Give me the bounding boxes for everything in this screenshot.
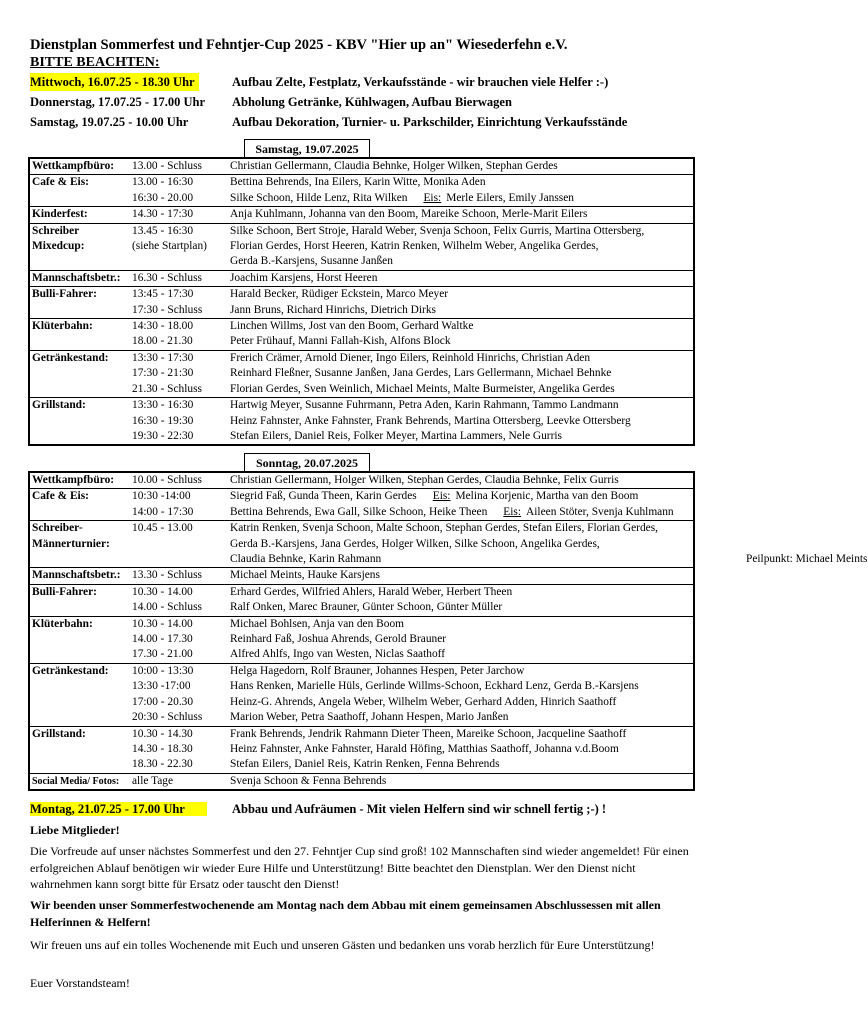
time-cell <box>130 254 228 270</box>
schedule-row <box>29 616 694 632</box>
helper-names: Stefan Eilers, Daniel Reis, Katrin Renken, Fenna Behrends <box>230 758 500 771</box>
time-cell: 10.30 - 14.30 <box>130 726 228 742</box>
schedule-row <box>29 382 694 398</box>
helper-names: Katrin Renken, Svenja Schoon, Malte Schoon, Stephan Gerdes, Stefan Eilers, Florian Gerdes, <box>230 522 659 535</box>
area-cell <box>29 710 130 726</box>
eis-names: Melina Korjenic, Martha van den Boom <box>455 490 639 503</box>
extra-note: Peilpunkt: Michael Meints <box>746 553 868 566</box>
eis-names: Merle Eilers, Emily Janssen <box>446 191 574 204</box>
helper-names: Stefan Eilers, Daniel Reis, Folker Meyer, Martina Lammers, Nele Gurris <box>230 429 562 442</box>
names-cell <box>228 568 694 584</box>
area-cell <box>29 742 130 757</box>
names-cell <box>228 695 694 710</box>
helper-names: Anja Kuhlmann, Johanna van den Boom, Mareike Schoon, Merle-Marit Eilers <box>230 208 588 221</box>
saturday-header: Samstag, 19.07.2025 <box>244 139 370 158</box>
names-cell <box>228 382 694 398</box>
sunday-schedule-table <box>28 471 868 791</box>
area-cell: Klüterbahn: <box>29 616 130 632</box>
names-cell <box>228 319 694 335</box>
names-cell <box>228 537 694 552</box>
time-cell: 18.00 - 21.30 <box>132 335 193 348</box>
paragraph-thanks: Wir freuen uns auf ein tolles Wochenende mit Euch und unseren Gästen und bedanken uns vorab herzlich für Eure Unterstützung! <box>30 938 655 952</box>
schedule-row <box>29 552 694 568</box>
schedule-row <box>29 647 694 663</box>
area-cell: Bulli-Fahrer: <box>29 287 130 303</box>
schedule-row <box>29 695 694 710</box>
helper-names: Florian Gerdes, Horst Heeren, Katrin Renken, Wilhelm Weber, Angelika Gerdes, <box>230 240 599 253</box>
schedule-row <box>29 207 694 223</box>
names-cell <box>228 414 694 429</box>
time-cell: alle Tage <box>130 773 228 790</box>
names-cell <box>228 726 694 742</box>
time-cell: 13.00 - Schluss <box>132 160 202 172</box>
names-cell <box>228 757 694 773</box>
helper-names: Claudia Behnke, Karin Rahmann <box>230 553 382 566</box>
schedule-row <box>29 584 694 600</box>
schedule-row <box>29 270 694 286</box>
helper-names: Frerich Crämer, Arnold Diener, Ingo Eilers, Reinhold Hinrichs, Christian Aden <box>230 351 591 364</box>
names-cell <box>228 287 694 303</box>
names-cell <box>228 207 694 223</box>
time-cell: 14.30 - 17:30 <box>130 207 228 223</box>
setup-task: Aufbau Dekoration, Turnier- u. Parkschilder, Einrichtung Verkaufsstände <box>232 115 628 129</box>
names-cell <box>228 505 694 521</box>
schedule-row <box>29 472 694 489</box>
time-cell: 17:30 - 21:30 <box>132 367 194 380</box>
time-cell <box>130 552 228 568</box>
schedule-row <box>29 679 694 694</box>
area-cell <box>29 600 130 616</box>
helper-names: Peter Frühauf, Manni Fallah-Kish, Alfons Block <box>230 335 451 348</box>
area-cell: Klüterbahn: <box>29 319 130 335</box>
helper-names: Silke Schoon, Hilde Lenz, Rita Wilken <box>230 191 408 204</box>
time-cell: 13:30 - 16:30 <box>130 398 228 414</box>
schedule-row <box>29 742 694 757</box>
area-cell <box>29 552 130 568</box>
helper-names: Marion Weber, Petra Saathoff, Johann Hespen, Mario Janßen <box>230 711 509 724</box>
schedule-row <box>29 429 694 445</box>
area-cell: Getränkestand: <box>29 663 130 679</box>
names-cell <box>228 600 694 616</box>
area-cell <box>29 695 130 710</box>
area-cell: Cafe & Eis: <box>29 175 130 191</box>
helper-names: Linchen Willms, Jost van den Boom, Gerhard Waltke <box>230 320 474 333</box>
area-cell: Männerturnier: <box>32 537 110 550</box>
names-cell <box>228 521 694 537</box>
area-cell <box>29 382 130 398</box>
area-cell: Schreiber <box>29 223 130 239</box>
area-cell <box>29 414 130 429</box>
helper-names: Christian Gellermann, Claudia Behnke, Holger Wilken, Stephan Gerdes <box>230 160 558 172</box>
setup-line-3 <box>30 113 628 131</box>
area-cell: Bulli-Fahrer: <box>29 584 130 600</box>
saturday-schedule-table <box>28 157 695 446</box>
time-cell: 10.00 - Schluss <box>132 474 202 486</box>
names-cell <box>228 632 694 647</box>
names-cell <box>228 489 694 505</box>
helper-names: Harald Becker, Rüdiger Eckstein, Marco Meyer <box>230 288 449 301</box>
schedule-row <box>29 398 694 414</box>
eis-label: Eis: <box>423 191 442 204</box>
setup-task: Aufbau Zelte, Festplatz, Verkaufsstände - wir brauchen viele Helfer :-) <box>232 75 609 89</box>
names-cell <box>228 472 694 489</box>
area-cell: Mannschaftsbetr.: <box>29 270 130 286</box>
schedule-row <box>29 319 694 335</box>
helper-names: Bettina Behrends, Ewa Gall, Silke Schoon, Heike Theen <box>230 505 488 518</box>
helper-names: Siegrid Faß, Gunda Theen, Karin Gerdes <box>230 490 417 503</box>
helper-names: Heinz Fahnster, Anke Fahnster, Harald Höfing, Matthias Saathoff, Johanna v.d.Boom <box>230 742 619 755</box>
names-cell <box>228 175 694 191</box>
schedule-row <box>29 414 694 429</box>
area-cell: Grillstand: <box>29 726 130 742</box>
names-cell <box>228 398 694 414</box>
schedule-row <box>29 710 694 726</box>
schedule-row <box>29 505 694 521</box>
area-cell: Cafe & Eis: <box>29 489 130 505</box>
schedule-row <box>29 239 694 254</box>
names-cell <box>228 742 694 757</box>
schedule-row <box>29 158 694 175</box>
schedule-row <box>29 223 694 239</box>
helper-names: Svenja Schoon & Fenna Behrends <box>230 774 387 787</box>
paragraph-intro: Die Vorfreude auf unser nächstes Sommerfest und den 27. Fehntjer Cup sind groß! 102 Mannschaften sind wieder angemeldet! Für einen erfolgreichen Ablauf benötigen wir wieder Eure Hilfe und Unterstützung! Bitte beachtet den Dienstplan. Wer den Dienst nicht wahrnehmen kann sorgt bitte für Ersatz oder tauscht den Dienst! <box>30 844 689 891</box>
schedule-row <box>29 287 694 303</box>
time-cell: 14.30 - 18.30 <box>132 742 193 755</box>
names-cell <box>228 254 694 270</box>
names-cell <box>228 366 694 381</box>
helper-names: Michael Bohlsen, Anja van den Boom <box>230 617 404 630</box>
area-cell <box>29 191 130 207</box>
setup-line-2 <box>30 93 512 111</box>
time-cell: 16.30 - Schluss <box>130 270 228 286</box>
schedule-row <box>29 757 694 773</box>
helper-names: Heinz-G. Ahrends, Angela Weber, Wilhelm Weber, Gerhard Adden, Hinrich Saathoff <box>230 695 617 708</box>
teardown-date: Montag, 21.07.25 - 17.00 Uhr <box>30 802 207 816</box>
eis-label: Eis: <box>432 490 451 503</box>
time-cell: 13:30 - 17:30 <box>130 350 228 366</box>
time-cell: 13.30 - Schluss <box>130 568 228 584</box>
area-cell: Mixedcup: <box>32 240 85 253</box>
schedule-row <box>29 350 694 366</box>
names-cell <box>228 239 694 254</box>
helper-names: Alfred Ahlfs, Ingo van Westen, Niclas Saathoff <box>230 648 446 661</box>
helper-names: Helga Hagedorn, Rolf Brauner, Johannes Hespen, Peter Jarchow <box>230 664 525 677</box>
helper-names: Gerda B.-Karsjens, Susanne Janßen <box>230 255 393 268</box>
area-cell: Mannschaftsbetr.: <box>29 568 130 584</box>
time-cell: 14.00 - Schluss <box>132 601 202 614</box>
names-cell <box>228 270 694 286</box>
schedule-row <box>29 366 694 381</box>
area-cell: Getränkestand: <box>29 350 130 366</box>
names-cell <box>228 429 694 445</box>
helper-names: Ralf Onken, Marec Brauner, Günter Schoon, Günter Müller <box>230 601 503 614</box>
time-cell: 14:30 - 18.00 <box>130 319 228 335</box>
schedule-row <box>29 191 694 207</box>
time-cell: 13:45 - 17:30 <box>130 287 228 303</box>
area-cell <box>29 254 130 270</box>
time-cell: 19:30 - 22:30 <box>132 429 194 442</box>
names-cell <box>228 552 868 568</box>
schedule-row <box>29 537 694 552</box>
helper-names: Gerda B.-Karsjens, Jana Gerdes, Holger Wilken, Silke Schoon, Angelika Gerdes, <box>230 537 600 550</box>
helper-names: Heinz Fahnster, Anke Fahnster, Frank Behrends, Martina Ottersberg, Leevke Ottersberg <box>230 414 631 427</box>
notice-heading: BITTE BEACHTEN: <box>30 55 160 70</box>
eis-names: Aileen Stöter, Svenja Kuhlmann <box>526 505 674 518</box>
schedule-row <box>29 600 694 616</box>
area-cell <box>29 632 130 647</box>
setup-date: Samstag, 19.07.25 - 10.00 Uhr <box>30 115 189 129</box>
names-cell <box>228 647 694 663</box>
greeting: Liebe Mitglieder! <box>30 823 120 837</box>
names-cell <box>228 158 694 175</box>
names-cell <box>228 191 694 207</box>
area-cell <box>29 429 130 445</box>
time-cell: 10.30 - 14.00 <box>130 584 228 600</box>
time-cell: 13.45 - 16:30 <box>130 223 228 239</box>
helper-names: Florian Gerdes, Sven Weinlich, Michael Meints, Malte Burmeister, Angelika Gerdes <box>230 382 615 395</box>
names-cell <box>228 334 694 350</box>
signature: Euer Vorstandsteam! <box>30 976 130 990</box>
names-cell <box>228 679 694 694</box>
helper-names: Reinhard Faß, Joshua Ahrends, Gerold Brauner <box>230 633 447 646</box>
area-cell: Kinderfest: <box>29 207 130 223</box>
time-cell: 16:30 - 20.00 <box>132 191 194 204</box>
setup-line-1 <box>30 73 609 91</box>
area-cell <box>29 757 130 773</box>
time-cell: 18.30 - 22.30 <box>132 758 193 771</box>
teardown-task: Abbau und Aufräumen - Mit vielen Helfern sind wir schnell fertig ;-) ! <box>232 802 607 816</box>
schedule-row <box>29 568 694 584</box>
time-cell: 13.00 - 16:30 <box>130 175 228 191</box>
helper-names: Bettina Behrends, Ina Eilers, Karin Witte, Monika Aden <box>230 176 486 189</box>
schedule-row <box>29 663 694 679</box>
time-cell: 14.00 - 17.30 <box>132 633 193 646</box>
paragraph-closing-dinner: Wir beenden unser Sommerfestwochenende am Montag nach dem Abbau mit einem gemeinsamen Abschlussessen mit allen Helferinnen & Helfern! <box>30 898 661 929</box>
names-cell <box>228 223 694 239</box>
helper-names: Erhard Gerdes, Wilfried Ahlers, Harald Weber, Herbert Theen <box>230 585 513 598</box>
area-cell: Social Media/ Fotos: <box>29 773 130 790</box>
schedule-row <box>29 254 694 270</box>
area-cell <box>29 505 130 521</box>
area-cell <box>29 366 130 381</box>
time-cell <box>130 537 228 552</box>
schedule-row <box>29 489 694 505</box>
schedule-row <box>29 175 694 191</box>
names-cell <box>228 616 694 632</box>
helper-names: Joachim Karsjens, Horst Heeren <box>230 271 378 284</box>
area-cell <box>29 303 130 319</box>
time-cell: 10.45 - 13.00 <box>130 521 228 537</box>
area-cell: Wettkampfbüro: <box>32 474 115 486</box>
helper-names: Frank Behrends, Jendrik Rahmann Dieter Theen, Mareike Schoon, Jacqueline Saathoff <box>230 727 627 740</box>
schedule-row <box>29 334 694 350</box>
setup-date: Donnerstag, 17.07.25 - 17.00 Uhr <box>30 95 205 109</box>
area-cell <box>29 679 130 694</box>
teardown-line <box>30 800 607 818</box>
helper-names: Jann Bruns, Richard Hinrichs, Dietrich Dirks <box>230 303 436 316</box>
names-cell <box>228 584 694 600</box>
time-cell: 16:30 - 19:30 <box>132 414 194 427</box>
setup-date: Mittwoch, 16.07.25 - 18.30 Uhr <box>30 73 199 91</box>
area-cell: Wettkampfbüro: <box>32 160 115 172</box>
area-cell: Schreiber- <box>29 521 130 537</box>
time-cell: 20:30 - Schluss <box>132 711 203 724</box>
time-cell: (siehe Startplan) <box>132 240 207 253</box>
schedule-row <box>29 632 694 647</box>
helper-names: Silke Schoon, Bert Stroje, Harald Weber, Svenja Schoon, Felix Gurris, Martina Ottersberg, <box>230 224 645 237</box>
document-title: Dienstplan Sommerfest und Fehntjer-Cup 2025 - KBV "Hier up an" Wiesederfehn e.V. <box>30 37 568 53</box>
time-cell: 13:30 -17:00 <box>132 680 191 693</box>
helper-names: Michael Meints, Hauke Karsjens <box>230 569 380 582</box>
time-cell: 17:00 - 20.30 <box>132 695 194 708</box>
names-cell <box>228 710 694 726</box>
time-cell: 17:30 - Schluss <box>132 303 203 316</box>
area-cell: Grillstand: <box>29 398 130 414</box>
setup-task: Abholung Getränke, Kühlwagen, Aufbau Bierwagen <box>232 95 512 109</box>
names-cell <box>228 350 694 366</box>
helper-names: Reinhard Fleßner, Susanne Janßen, Jana Gerdes, Lars Gellermann, Michael Behnke <box>230 367 612 380</box>
eis-label: Eis: <box>503 505 522 518</box>
sunday-header: Sonntag, 20.07.2025 <box>244 453 370 472</box>
schedule-row <box>29 773 694 790</box>
helper-names: Christian Gellermann, Holger Wilken, Stephan Gerdes, Claudia Behnke, Felix Gurris <box>230 474 619 486</box>
schedule-row <box>29 303 694 319</box>
schedule-row <box>29 521 694 537</box>
names-cell <box>228 663 694 679</box>
time-cell: 17.30 - 21.00 <box>132 648 193 661</box>
time-cell: 21.30 - Schluss <box>132 382 202 395</box>
time-cell: 10.30 - 14.00 <box>130 616 228 632</box>
helper-names: Hans Renken, Marielle Hüls, Gerlinde Willms-Schoon, Eckhard Lenz, Gerda B.-Karsjens <box>230 680 639 693</box>
helper-names: Hartwig Meyer, Susanne Fuhrmann, Petra Aden, Karin Rahmann, Tammo Landmann <box>230 399 619 412</box>
names-cell <box>228 303 694 319</box>
time-cell: 14:00 - 17:30 <box>132 505 194 518</box>
time-cell: 10:30 -14:00 <box>130 489 228 505</box>
time-cell: 10:00 - 13:30 <box>130 663 228 679</box>
schedule-row <box>29 726 694 742</box>
area-cell <box>29 647 130 663</box>
names-cell <box>228 773 694 790</box>
area-cell <box>29 334 130 350</box>
